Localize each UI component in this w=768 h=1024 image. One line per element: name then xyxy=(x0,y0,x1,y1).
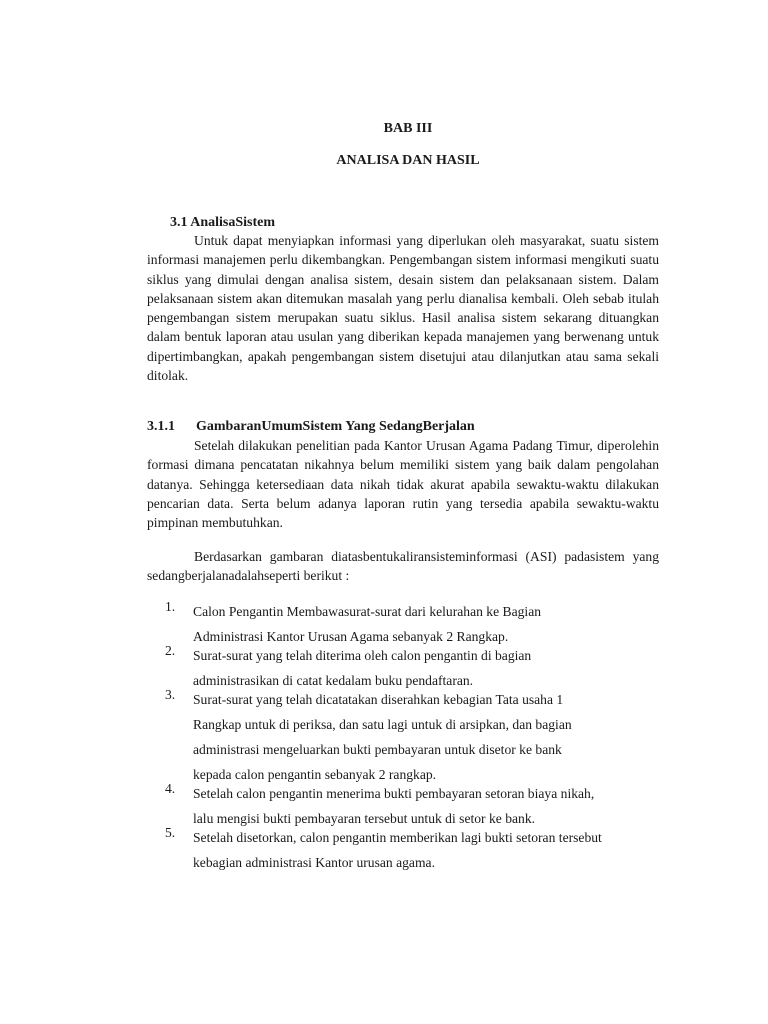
list-item-line: administrasikan di catat kedalam buku pendaftaran. xyxy=(193,673,474,688)
list-item-line: Surat-surat yang telah diterima oleh calon pengantin di bagian xyxy=(193,648,532,663)
list-item xyxy=(165,781,665,831)
chapter-number: BAB III xyxy=(383,121,433,136)
list-item-number: 4. xyxy=(165,781,176,796)
section-3-1-1-paragraph-text: Setelah dilakukan penelitian pada Kantor Urusan Agama Padang Timur, diperolehin formasi dimana pencatatan nikahnya belum memiliki sistem yang baik dalam pengolahan datanya. Sehingga ketersediaan data nikah tidak akurat apabila sewaktu-waktu dilakukan pencarian data. Serta belum adanya laporan rutin yang tersedia apabila sewaktu-waktu pimpinan membutuhkan. xyxy=(147,438,659,531)
section-title: GambaranUmumSistem Yang SedangBerjalan xyxy=(196,419,475,434)
list-item-line: Calon Pengantin Membawasurat-surat dari kelurahan ke Bagian xyxy=(193,604,542,619)
list-item-line: lalu mengisi bukti pembayaran tersebut untuk di setor ke bank. xyxy=(193,811,536,826)
list-item-number: 1. xyxy=(165,599,176,614)
section-number: 3.1.1 xyxy=(147,419,175,434)
list-item-line: kebagian administrasi Kantor urusan agama. xyxy=(193,855,435,870)
list-item-line: kepada calon pengantin sebanyak 2 rangkap. xyxy=(193,767,437,782)
list-item-number: 3. xyxy=(165,687,176,702)
asi-intro-paragraph xyxy=(147,547,659,586)
list-item xyxy=(165,825,665,875)
section-3-1-paragraph xyxy=(147,231,659,385)
list-item xyxy=(165,599,665,649)
list-item-line: Rangkap untuk di periksa, dan satu lagi untuk di arsipkan, dan bagian xyxy=(193,717,572,732)
list-item-number: 2. xyxy=(165,643,176,658)
list-item-line: Setelah disetorkan, calon pengantin memberikan lagi bukti setoran tersebut xyxy=(193,830,602,845)
asi-intro-text: Berdasarkan gambaran diatasbentukaliransisteminformasi (ASI) padasistem yang sedangberjalanadalahseperti berikut : xyxy=(147,549,659,584)
list-item-line: Setelah calon pengantin menerima bukti pembayaran setoran biaya nikah, xyxy=(193,786,595,801)
section-heading-3-1: 3.1 AnalisaSistem xyxy=(170,215,276,230)
list-item-line: administrasi mengeluarkan bukti pembayaran untuk disetor ke bank xyxy=(193,742,562,757)
list-item-line: Surat-surat yang telah dicatatakan diserahkan kebagian Tata usaha 1 xyxy=(193,692,564,707)
list-item-number: 5. xyxy=(165,825,176,840)
list-item xyxy=(165,643,665,693)
section-3-1-1-paragraph xyxy=(147,436,659,532)
chapter-title: ANALISA DAN HASIL xyxy=(336,153,480,168)
list-item xyxy=(165,687,665,787)
section-heading-3-1-1 xyxy=(147,419,475,435)
list-item-line: Administrasi Kantor Urusan Agama sebanyak 2 Rangkap. xyxy=(193,629,509,644)
section-3-1-paragraph-text: Untuk dapat menyiapkan informasi yang diperlukan oleh masyarakat, suatu sistem informasi manajemen perlu dikembangkan. Pengembangan sistem informasi mengikuti suatu siklus yang dimulai dengan analisa sistem, desain sistem dan pelaksanaan sistem. Dalam pelaksanaan sistem akan ditemukan masalah yang perlu dianalisa kembali. Oleh sebab itulah pengembangan sistem merupakan suatu siklus. Hasil analisa sistem sekarang dituangkan dalam bentuk laporan atau usulan yang diberikan kepada manajemen yang berwenang untuk dipertimbangkan, apakah pengembangan sistem disetujui atau dilanjutkan atau sama sekali ditolak. xyxy=(147,233,659,384)
process-steps-list xyxy=(165,599,665,875)
